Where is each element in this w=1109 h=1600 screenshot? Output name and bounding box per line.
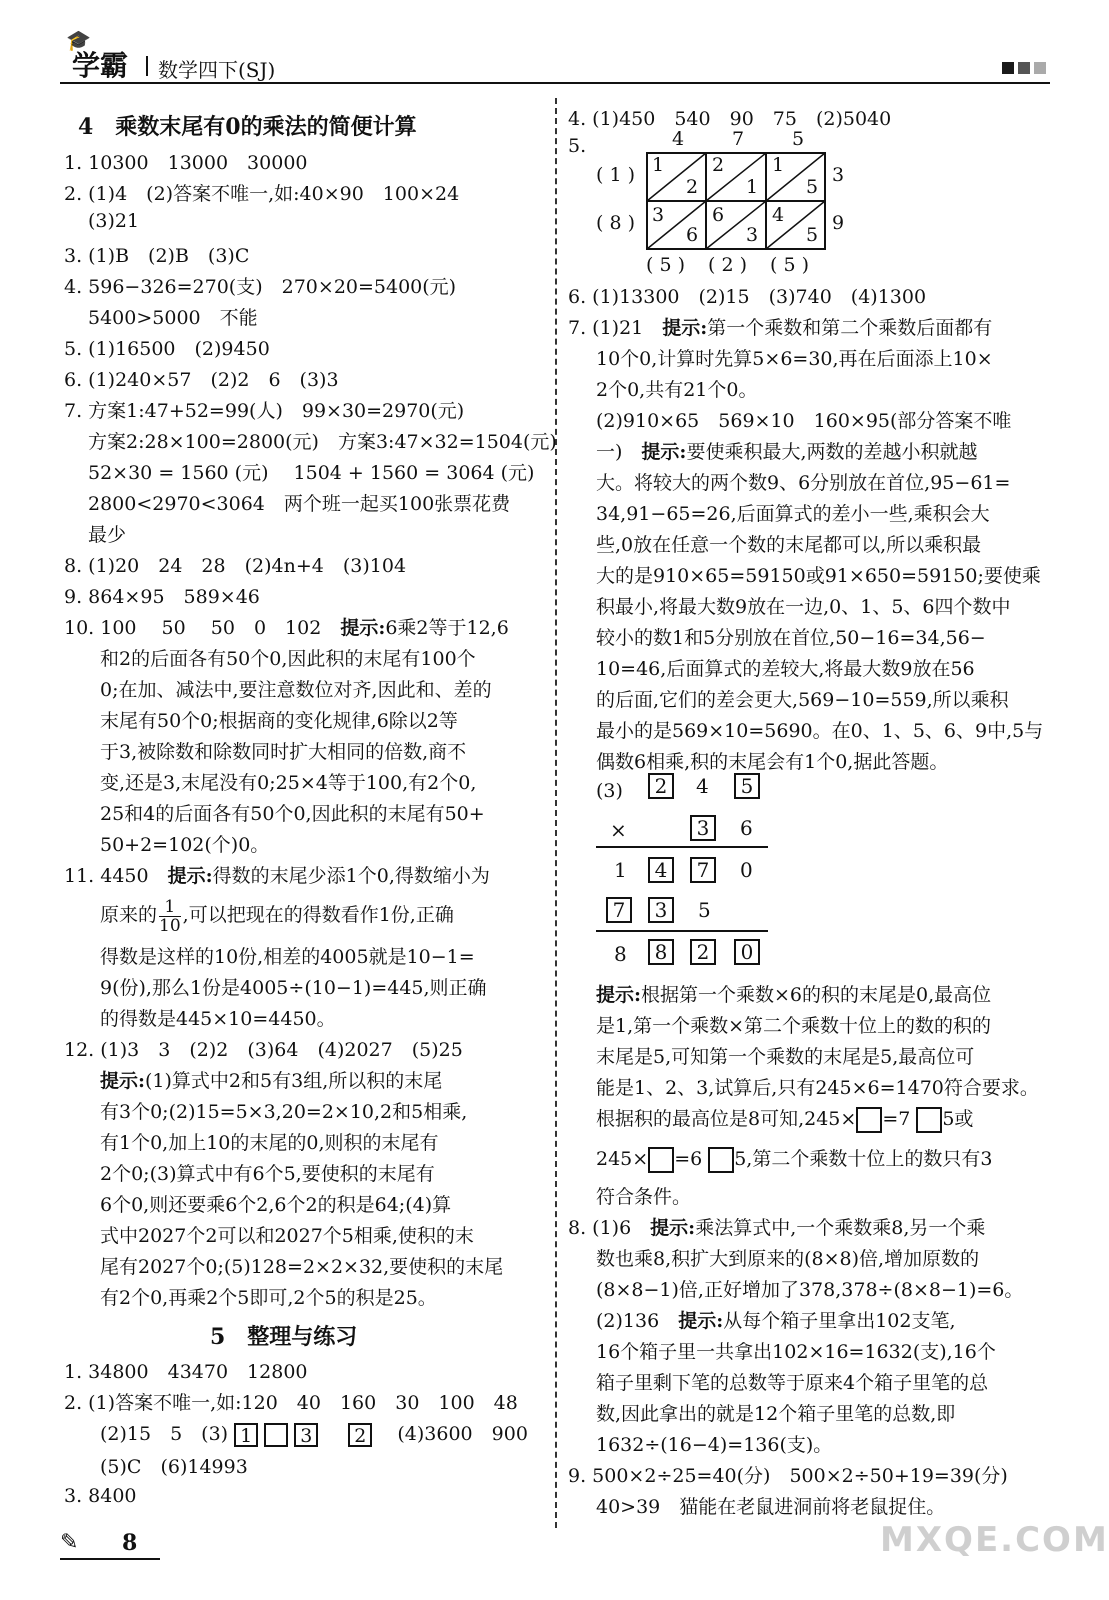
hint-text: =7 xyxy=(882,1108,911,1130)
answer-line: 9. 864×95 589×46 xyxy=(64,586,260,608)
logo-text: 学霸 xyxy=(72,49,129,82)
footer-rule xyxy=(60,1558,160,1560)
answer-line: 12. (1)3 3 (2)2 (3)64 (4)2027 (5)25 xyxy=(64,1039,463,1061)
answer-box: 3 xyxy=(294,1423,318,1447)
hint-line: 有3个0;(2)15=5×3,20=2×10,2和5相乘, xyxy=(100,1101,468,1123)
hint-line: 些,0放在任意一个数的末尾都可以,所以乘积最 xyxy=(596,534,982,556)
grid-top-digit: 7 xyxy=(732,128,745,150)
hint-line: 末尾是5,可知第一个乘数的末尾是5,最高位可 xyxy=(596,1046,975,1068)
hint-line: 50+2=102(个)0。 xyxy=(100,834,270,856)
answer-box: 2 xyxy=(690,939,716,965)
header-separator xyxy=(146,56,148,76)
answer-line xyxy=(568,1213,985,1240)
hint-line: 10=46,后面算式的差较大,将最大数9放在56 xyxy=(596,658,975,680)
grid-right-digit: 9 xyxy=(832,212,845,234)
graduation-cap-icon: 🎓 xyxy=(66,28,91,52)
hint-label: 提示: xyxy=(641,441,687,463)
hint-line: 是1,第一个乘数×第二个乘数十位上的数的积的 xyxy=(596,1015,992,1037)
answer-line xyxy=(568,313,992,340)
answer-line: 3. (1)B (2)B (3)C xyxy=(64,245,250,267)
grid-bottom-digit: ( 5 ) xyxy=(770,254,809,276)
q8-answer: 8. (1)6 xyxy=(568,1217,651,1239)
watermark: MXQE.COM xyxy=(880,1520,1109,1560)
hint-line: 有1个0,加上10的末尾的0,则积的末尾有 xyxy=(100,1132,439,1154)
hint-text: 得数的末尾少添1个0,得数缩小为 xyxy=(212,865,490,887)
hint-text: 245× xyxy=(596,1148,649,1170)
hint-line: 有2个0,再乘2个5即可,2个5的积是25。 xyxy=(100,1287,437,1309)
hint-line xyxy=(596,437,977,464)
answer-box: 4 xyxy=(648,857,674,883)
hint-line: 的得数是445×10=4450。 xyxy=(100,1008,336,1030)
answer-line: 8. (1)20 24 28 (2)4n+4 (3)104 xyxy=(64,555,407,577)
times-sign: × xyxy=(610,818,627,842)
hint-line: 式中2027个2可以和2027个5相乘,使积的末 xyxy=(100,1225,474,1247)
fraction-numerator: 1 xyxy=(159,898,181,917)
hint-line: 于3,被除数和除数同时扩大相同的倍数,商不 xyxy=(100,741,467,763)
fraction-denominator: 10 xyxy=(159,915,181,936)
answer-line xyxy=(596,1306,956,1333)
hint-line: 末尾有50个0;根据商的变化规律,6除以2等 xyxy=(100,710,458,732)
answer-box: 2 xyxy=(648,773,674,799)
header-rule xyxy=(60,82,1050,84)
hint-text: 根据第一个乘数×6的积的末尾是0,最高位 xyxy=(641,984,992,1006)
blank-box xyxy=(264,1423,288,1447)
grid-cell-digit: 1 xyxy=(746,176,759,198)
grid-top-digit: 5 xyxy=(792,128,805,150)
hint-text: 要使乘积最大,两数的差越小积就越 xyxy=(686,441,978,463)
answer-line: 5. (1)16500 (2)9450 xyxy=(64,338,270,360)
grid-cell-digit: 1 xyxy=(772,154,785,176)
hint-label: 提示: xyxy=(662,317,708,339)
page-footer xyxy=(60,1522,160,1562)
q11-answer: 11. 4450 xyxy=(64,865,168,887)
hint-line: 最小的是569×10=5690。在0、1、5、6、9中,5与 xyxy=(596,720,1044,742)
answer-line: 2. (1)4 (2)答案不唯一,如:40×90 100×24 xyxy=(64,183,460,205)
answer-line: 1. 34800 43470 12800 xyxy=(64,1361,308,1383)
hint-text: 第一个乘数和第二个乘数后面都有 xyxy=(707,317,993,339)
hint-line: 符合条件。 xyxy=(596,1186,692,1208)
blank-box xyxy=(916,1107,942,1133)
answer-box: 3 xyxy=(690,815,716,841)
hint-text: 从每个箱子里拿出102支笔, xyxy=(723,1310,956,1332)
answer-line: (3)21 xyxy=(88,210,140,232)
header-square-light xyxy=(1034,62,1046,74)
rule-line xyxy=(596,930,768,932)
grid-left-digit: ( 8 ) xyxy=(596,212,635,234)
answer-box: 7 xyxy=(690,857,716,883)
answer-line: 3. 8400 xyxy=(64,1485,137,1507)
page-number: 8 xyxy=(122,1530,138,1556)
hint-line: (8×8−1)倍,正好增加了378,378÷(8×8−1)=6。 xyxy=(596,1279,1024,1301)
header-square-mid xyxy=(1018,62,1030,74)
hint-text: 根据积的最高位是8可知,245× xyxy=(596,1108,857,1130)
grid-cell-digit: 3 xyxy=(746,224,759,246)
answer-box: 5 xyxy=(734,773,760,799)
answer-line: 最少 xyxy=(88,524,127,546)
answer-text: (2)136 xyxy=(596,1310,679,1332)
answer-line: (5)C (6)14993 xyxy=(100,1456,248,1478)
grid-bottom-digit: ( 2 ) xyxy=(708,254,747,276)
hint-text: (1)算式中2和5有3组,所以积的末尾 xyxy=(145,1070,443,1092)
answer-line: 7. 方案1:47+52=99(人) 99×30=2970(元) xyxy=(64,400,465,422)
hint-text: 5或 xyxy=(942,1108,974,1130)
answer-line: 方案2:28×100=2800(元) 方案3:47×32=1504(元) xyxy=(88,431,557,453)
lattice-multiplication-grid xyxy=(590,128,880,278)
grid-cell-digit: 4 xyxy=(772,204,785,226)
hint-text: =6 xyxy=(674,1148,703,1170)
section-5-title: 5 整理与练习 xyxy=(210,1324,358,1350)
page-header xyxy=(60,28,1050,86)
hint-line: 大。将较大的两个数9、6分别放在首位,95−61= xyxy=(596,472,1011,494)
part-label: (3) xyxy=(596,780,623,802)
digit: 8 xyxy=(614,942,627,966)
hint-line: 尾有2027个0;(5)128=2×2×32,要使积的末尾 xyxy=(100,1256,504,1278)
digit: 5 xyxy=(698,898,711,922)
hint-line: 6个0,则还要乘6个2,6个2的积是64;(4)算 xyxy=(100,1194,452,1216)
grid-cell-digit: 2 xyxy=(712,154,725,176)
answer-line: (2)910×65 569×10 160×95(部分答案不唯 xyxy=(596,410,1012,432)
blank-box xyxy=(648,1147,674,1173)
hint-line: 25和4的后面各有50个0,因此积的末尾有50+ xyxy=(100,803,485,825)
answer-line xyxy=(100,1419,528,1447)
hint-label: 提示: xyxy=(100,1070,146,1092)
answer-line: 4. 596−326=270(支) 270×20=5400(元) xyxy=(64,276,457,298)
hint-line: 34,91−65=26,后面算式的差小一些,乘积会大 xyxy=(596,503,990,525)
answer-text: 一) xyxy=(596,441,642,463)
grid-top-digit: 4 xyxy=(672,128,685,150)
blank-box xyxy=(708,1147,734,1173)
hint-line: 16个箱子里一共拿出102×16=1632(支),16个 xyxy=(596,1341,996,1363)
answer-box: 1 xyxy=(234,1423,258,1447)
rule-line xyxy=(596,846,768,848)
hint-line xyxy=(596,980,991,1007)
hint-line: 2个0;(3)算式中有6个5,要使积的末尾有 xyxy=(100,1163,435,1185)
hint-line: 1632÷(16−4)=136(支)。 xyxy=(596,1434,833,1456)
answer-line: 5. xyxy=(568,135,587,157)
answer-line: 6. (1)13300 (2)15 (3)740 (4)1300 xyxy=(568,286,927,308)
hint-line xyxy=(100,1066,442,1093)
header-square-dark xyxy=(1002,62,1014,74)
hint-text: 6乘2等于12,6 xyxy=(385,617,509,639)
hint-line xyxy=(596,1144,992,1173)
grid-right-digit: 3 xyxy=(832,164,845,186)
hint-line: 2个0,共有21个0。 xyxy=(596,379,758,401)
grid-bottom-digit: ( 5 ) xyxy=(646,254,685,276)
hint-line: 大的是910×65=59150或91×650=59150;要使乘 xyxy=(596,565,1041,587)
answer-line: 52×30 = 1560 (元) 1504 + 1560 = 3064 (元) xyxy=(88,462,535,484)
grid-cell-digit: 6 xyxy=(686,224,699,246)
brand-logo xyxy=(66,28,129,84)
hint-label: 提示: xyxy=(678,1310,724,1332)
hint-line: 变,还是3,末尾没有0;25×4等于100,有2个0, xyxy=(100,772,477,794)
answer-line: 1. 10300 13000 30000 xyxy=(64,152,308,174)
answer-line: 4. (1)450 540 90 75 (2)5040 xyxy=(568,108,892,130)
answer-text: (4)3600 900 xyxy=(378,1423,528,1445)
hint-line: 箱子里剩下笔的总数等于原来4个箱子里笔的总 xyxy=(596,1372,989,1394)
q7-answer: 7. (1)21 xyxy=(568,317,663,339)
digit: 1 xyxy=(614,858,627,882)
hint-text: ,可以把现在的得数看作1份,正确 xyxy=(182,904,454,926)
answer-text: (2)15 5 (3) xyxy=(100,1423,229,1445)
grid-cell-digit: 3 xyxy=(652,204,665,226)
fraction xyxy=(159,898,181,935)
hint-text: 乘法算式中,一个乘数乘8,另一个乘 xyxy=(695,1217,986,1239)
answer-box: 8 xyxy=(648,939,674,965)
answer-line: 5400>5000 不能 xyxy=(88,307,258,329)
hint-label: 提示: xyxy=(596,984,642,1006)
hint-line: 数,因此拿出的就是12个箱子里笔的总数,即 xyxy=(596,1403,956,1425)
digit: 0 xyxy=(740,858,753,882)
book-title: 数学四下(SJ) xyxy=(158,58,276,82)
vertical-multiplication xyxy=(596,768,776,968)
hint-line: 较小的数1和5分别放在首位,50−16=34,56− xyxy=(596,627,986,649)
q10-answer: 10. 100 50 50 0 102 xyxy=(64,617,341,639)
hint-line: 能是1、2、3,试算后,只有245×6=1470符合要求。 xyxy=(596,1077,1039,1099)
hint-label: 提示: xyxy=(167,865,213,887)
hint-line: 偶数6相乘,积的末尾会有1个0,据此答题。 xyxy=(596,751,949,773)
answer-line: 9. 500×2÷25=40(分) 500×2÷50+19=39(分) xyxy=(568,1465,1008,1487)
answer-box: 2 xyxy=(348,1423,372,1447)
grid-cell-digit: 2 xyxy=(686,176,699,198)
hint-text: 5,第二个乘数十位上的数只有3 xyxy=(734,1148,993,1170)
hint-line: 10个0,计算时先算5×6=30,再在后面添上10× xyxy=(596,348,993,370)
answer-line: 2. (1)答案不唯一,如:120 40 160 30 100 48 xyxy=(64,1392,518,1414)
grid-lines xyxy=(646,152,826,250)
section-4-title: 4 乘数末尾有0的乘法的简便计算 xyxy=(78,114,417,140)
hint-label: 提示: xyxy=(650,1217,696,1239)
answer-line xyxy=(64,861,490,888)
digit: 4 xyxy=(696,774,709,798)
hint-line: 9(份),那么1份是4005÷(10−1)=445,则正确 xyxy=(100,977,487,999)
hint-line xyxy=(100,892,454,938)
hint-line xyxy=(596,1104,973,1133)
grid-cell-digit: 5 xyxy=(806,176,819,198)
hint-line: 数也乘8,积扩大到原来的(8×8)倍,增加原数的 xyxy=(596,1248,980,1270)
hint-line: 的后面,它们的差会更大,569−10=559,所以乘积 xyxy=(596,689,1009,711)
pencil-icon: ✎ xyxy=(60,1530,79,1555)
answer-box: 7 xyxy=(606,897,632,923)
hint-line: 0;在加、减法中,要注意数位对齐,因此和、差的 xyxy=(100,679,492,701)
grid-cell-digit: 1 xyxy=(652,154,665,176)
hint-text: 原来的 xyxy=(100,904,158,926)
answer-line xyxy=(64,613,509,640)
grid-left-digit: ( 1 ) xyxy=(596,164,635,186)
grid-cell-digit: 6 xyxy=(712,204,725,226)
answer-box: 0 xyxy=(734,939,760,965)
hint-line: 和2的后面各有50个0,因此积的末尾有100个 xyxy=(100,648,476,670)
answer-line: 2800<2970<3064 两个班一起买100张票花费 xyxy=(88,493,511,515)
hint-line: 得数是这样的10份,相差的4005就是10−1= xyxy=(100,946,475,968)
hint-line: 积最小,将最大数9放在一边,0、1、5、6四个数中 xyxy=(596,596,1011,618)
grid-cell-digit: 5 xyxy=(806,224,819,246)
answer-box: 3 xyxy=(648,897,674,923)
blank-box xyxy=(856,1107,882,1133)
answer-line: 40>39 猫能在老鼠进洞前将老鼠捉住。 xyxy=(596,1496,946,1518)
hint-label: 提示: xyxy=(340,617,386,639)
column-divider xyxy=(555,98,557,1528)
answer-line: 6. (1)240×57 (2)2 6 (3)3 xyxy=(64,369,339,391)
digit: 6 xyxy=(740,816,753,840)
